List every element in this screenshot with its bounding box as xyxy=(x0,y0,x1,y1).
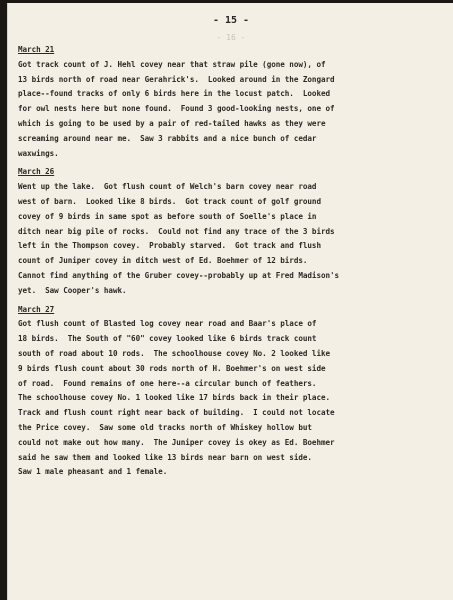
entry-line: of road. Found remains of one here--a circular bunch of feathers. xyxy=(18,378,317,388)
entry-line: place--found tracks of only 6 birds here in the locust patch. Looked xyxy=(18,89,331,99)
entry-line: covey of 9 birds in same spot as before south of Soelle's place in xyxy=(18,211,317,221)
show-through-page-number: - 16 - xyxy=(216,33,246,42)
entry-line: Got track count of J. Hehl covey near that straw pile (gone now), of xyxy=(18,59,326,69)
journal-entry xyxy=(18,165,442,298)
entry-line: yet. Saw Cooper's hawk. xyxy=(18,285,127,295)
document-page xyxy=(7,3,453,600)
entry-line: the Price covey. Saw some old tracks north of Whiskey hollow but xyxy=(18,422,312,432)
entry-line: left in the Thompson covey. Probably starved. Got track and flush xyxy=(18,241,321,251)
entry-line: waxwings. xyxy=(18,148,59,158)
entry-line: The schoolhouse covey No. 1 looked like 17 birds back in their place. xyxy=(18,393,331,403)
entry-line: 9 birds flush count about 30 rods north of H. Boehmer's on west side xyxy=(18,363,326,373)
entry-line: 13 birds north of road near Gerahrick's. Looked around in the Zongard xyxy=(18,74,335,84)
entry-line: 18 birds. The South of "60" covey looked like 6 birds track count xyxy=(18,334,317,344)
entry-line: south of road about 10 rods. The schoolhouse covey No. 2 looked like xyxy=(18,348,331,358)
entry-line: count of Juniper covey in ditch west of Ed. Boehmer of 12 birds. xyxy=(18,256,308,266)
entry-line: said he saw them and looked like 13 birds near barn on west side. xyxy=(18,452,312,462)
entry-line: ditch near big pile of rocks. Could not find any trace of the 3 birds xyxy=(18,226,335,236)
entry-line: Went up the lake. Got flush count of Welch's barn covey near road xyxy=(18,182,317,192)
entry-line: west of barn. Looked like 8 birds. Got track count of golf ground xyxy=(18,196,321,206)
entry-line: which is going to be used by a pair of red-tailed hawks as they were xyxy=(18,118,326,128)
page-number: - 15 - xyxy=(212,15,250,26)
entry-date: March 26 xyxy=(18,167,55,177)
entry-line: Cannot find anything of the Gruber covey--probably up at Fred Madison's xyxy=(18,270,340,280)
journal-entry xyxy=(18,303,442,481)
entry-line: for owl nests here but none found. Found 3 good-looking nests, one of xyxy=(18,104,335,114)
entry-date: March 27 xyxy=(18,304,55,314)
entry-line: Got flush count of Blasted log covey near road and Baar's place of xyxy=(18,319,317,329)
entry-date: March 21 xyxy=(18,45,55,54)
journal-entry xyxy=(18,43,442,161)
entry-line: Saw 1 male pheasant and 1 female. xyxy=(18,467,168,477)
entry-line: Track and flush count right near back of building. I could not locate xyxy=(18,408,335,418)
entry-line: screaming around near me. Saw 3 rabbits and a nice bunch of cedar xyxy=(18,133,317,143)
entry-line: could not make out how many. The Juniper covey is okey as Ed. Boehmer xyxy=(18,437,335,447)
journal-text xyxy=(18,43,442,480)
